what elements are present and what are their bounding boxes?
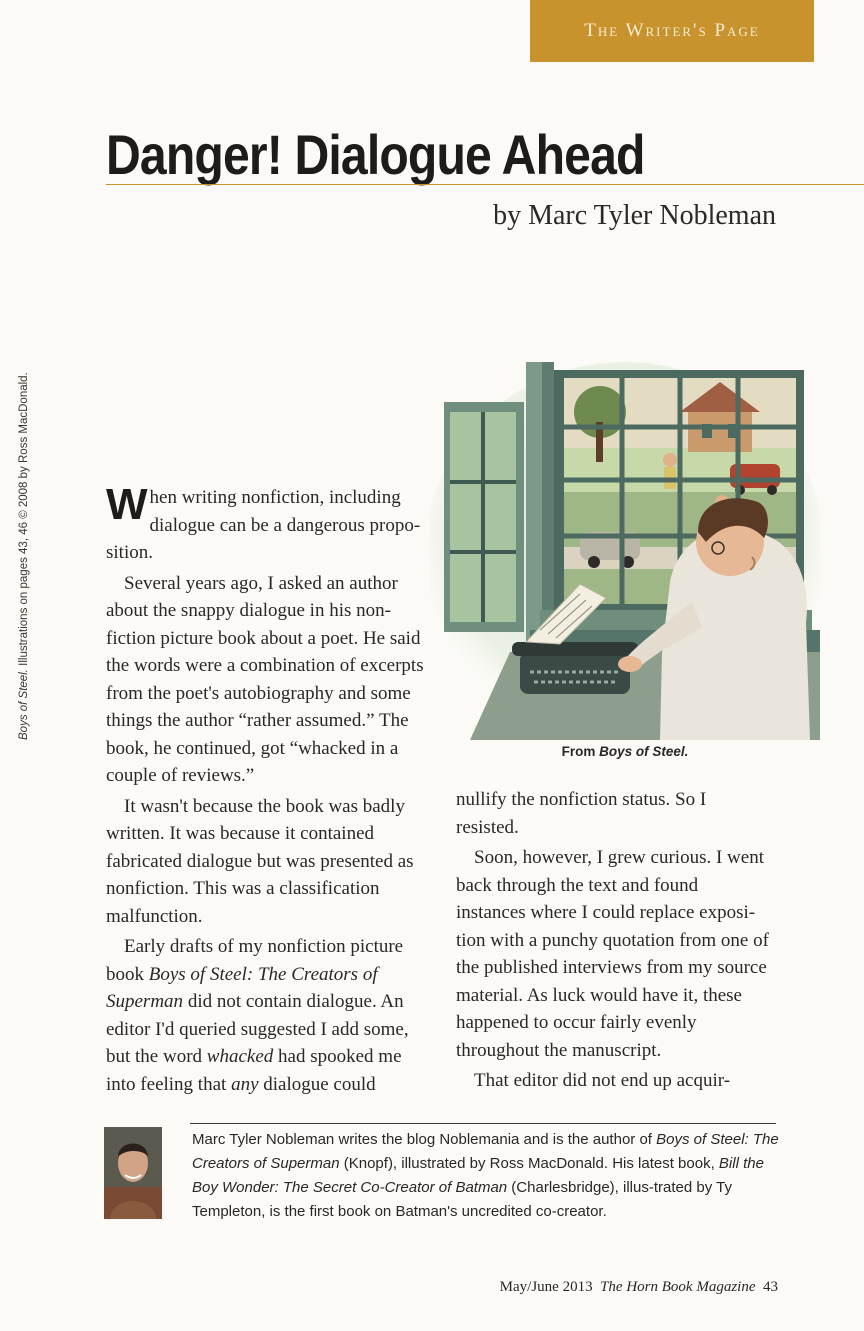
- bio-text-a: Marc Tyler Nobleman writes the blog Noblemania and is the author of: [192, 1131, 657, 1148]
- illustration-caption: [430, 744, 820, 759]
- section-tab: [530, 0, 814, 62]
- emphasis-any: any: [231, 1073, 259, 1095]
- paragraph-1: [106, 480, 424, 567]
- body-column-left: [106, 480, 424, 1098]
- paragraph-1-text: hen writing nonfiction, including dialogue can be a dangerous propo-sition.: [106, 487, 421, 563]
- emphasis-whacked: whacked: [206, 1046, 274, 1067]
- paragraph-4: [106, 933, 424, 1098]
- body-column-right: [456, 786, 772, 1095]
- bio-text-b: (Knopf), illustrated by Ross MacDonald. His latest book,: [339, 1155, 719, 1172]
- credit-book-title: Boys of Steel.: [18, 669, 30, 740]
- title-underline: [106, 184, 864, 185]
- caption-book-title: Boys of Steel.: [599, 744, 689, 759]
- credit-text: Illustrations on pages 43, 46 © 2008 by Ross MacDonald.: [18, 372, 30, 670]
- p4-text-c: had spooked me into feeling that: [106, 1046, 402, 1095]
- book-title: Boys of Steel: The Creators of Superman: [106, 963, 378, 1012]
- page-number: 43: [763, 1279, 778, 1295]
- paragraph-6: Soon, however, I grew curious. I went back through the text and found instances where I could replace exposi-tion with a punchy quotation from one of the published interviews from my source material. As luck would have it, these happened to occur fairly evenly throughout the manuscript.: [456, 847, 769, 1061]
- author-photo: [104, 1127, 162, 1219]
- illustration-credit: [18, 320, 32, 740]
- article-title: Danger! Dialogue Ahead: [106, 123, 645, 186]
- magazine-name: The Horn Book Magazine: [600, 1279, 756, 1295]
- illustration-boy-typewriter: [430, 352, 820, 740]
- author-bio: [192, 1128, 780, 1224]
- drop-cap: W: [106, 480, 148, 529]
- p4-text-d: dialogue could: [258, 1073, 376, 1095]
- page-footer: [500, 1279, 778, 1296]
- paragraph-2: Several years ago, I asked an author about the snappy dialogue in his non-fiction picture book about a poet. He said the words were a combination of excerpts from the poet's autobiography and some things the author “rather assumed.” The book, he continued, got “whacked in a couple of reviews.”: [106, 572, 424, 786]
- p4-text-a: Early drafts of my nonfiction picture book: [106, 936, 404, 985]
- p4-text-b: did not contain dialogue. An editor I'd queried suggested I add some, but the word: [106, 991, 409, 1067]
- bio-text-c: (Charlesbridge), illus-trated by Ty Templeton, is the first book on Batman's uncredited co-creator.: [192, 1179, 732, 1220]
- section-label: The Writer's Page: [584, 20, 760, 41]
- paragraph-3: It wasn't because the book was badly written. It was because it contained fabricated dialogue but was presented as nonfiction. This was a classification malfunction.: [106, 795, 414, 927]
- paragraph-7: That editor did not end up acquir-: [474, 1070, 731, 1091]
- bio-divider: [190, 1123, 776, 1124]
- caption-prefix: From: [561, 744, 600, 759]
- bio-book-1: Boys of Steel: The Creators of Superman: [192, 1131, 779, 1172]
- bio-book-2: Bill the Boy Wonder: The Secret Co-Creator of Batman: [192, 1155, 764, 1196]
- paragraph-5: nullify the nonfiction status. So I resisted.: [456, 789, 707, 838]
- issue-date: May/June 2013: [499, 1279, 593, 1295]
- byline: by Marc Tyler Nobleman: [493, 200, 776, 231]
